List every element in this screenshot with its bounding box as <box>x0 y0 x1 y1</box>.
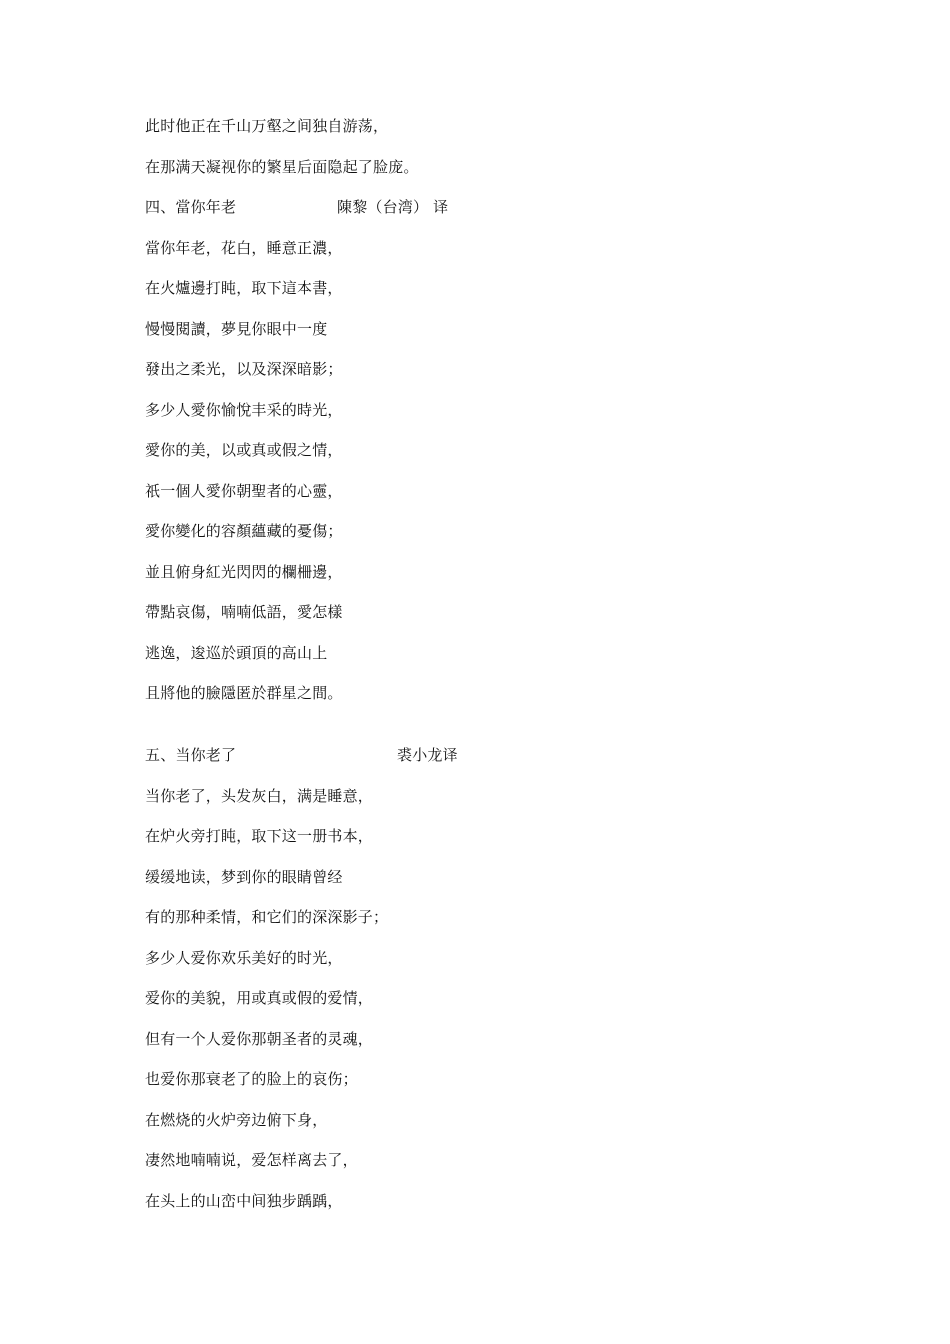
section-5-title: 五、当你老了 <box>145 746 237 764</box>
section-4-translator: 陳黎（台湾） 译 <box>337 198 449 216</box>
section-5 <box>145 735 845 1221</box>
poem-line: 也爱你那衰老了的脸上的哀伤； <box>145 1070 358 1088</box>
section-5-translator: 裘小龙译 <box>397 746 458 764</box>
poem-line: 多少人愛你愉悅丰采的時光， <box>145 400 343 419</box>
poem-line: 愛你的美，以或真或假之情， <box>145 441 343 459</box>
section-4-heading <box>145 187 845 228</box>
poem-line: 当你老了，头发灰白，满是睡意， <box>145 786 374 805</box>
poem-line: 在燃烧的火炉旁边俯下身， <box>145 1110 328 1129</box>
intro-stanza <box>145 106 845 187</box>
poem-line: 此时他正在千山万壑之间独自游荡， <box>145 117 389 135</box>
poem-line: 在头上的山峦中间独步踽踽， <box>145 1191 343 1210</box>
poem-line: 但有一个人爱你那朝圣者的灵魂， <box>145 1029 374 1048</box>
poem-line: 慢慢閱讀，夢見你眼中一度 <box>145 319 328 338</box>
poem-line: 帶點哀傷，喃喃低語，愛怎樣 <box>145 603 343 621</box>
section-5-heading <box>145 735 845 776</box>
poem-line: 愛你變化的容顏蘊藏的憂傷； <box>145 522 343 540</box>
poem-line: 多少人爱你欢乐美好的时光， <box>145 948 343 967</box>
poem-line: 凄然地喃喃说，爱怎样离去了， <box>145 1151 358 1169</box>
poem-line: 發出之柔光，以及深深暗影； <box>145 360 343 378</box>
poem-line: 並且俯身紅光閃閃的欄柵邊， <box>145 562 343 581</box>
poem-line: 在炉火旁打盹，取下这一册书本， <box>145 827 374 845</box>
poem-line: 爱你的美貌，用或真或假的爱情， <box>145 989 374 1007</box>
poem-line: 在火爐邊打盹，取下這本書， <box>145 279 343 297</box>
poem-line: 缓缓地读，梦到你的眼睛曾经 <box>145 867 343 886</box>
poem-line: 當你年老，花白，睡意正濃， <box>145 238 343 257</box>
section-4 <box>145 187 845 714</box>
poem-line: 逃逸，逡巡於頭頂的高山上 <box>145 643 328 662</box>
poem-line: 有的那种柔情，和它们的深深影子； <box>145 908 389 926</box>
poem-line: 在那满天凝视你的繁星后面隐起了脸庞。 <box>145 157 419 176</box>
poem-line: 祇一個人愛你朝聖者的心靈， <box>145 481 343 500</box>
section-4-title: 四、當你年老 <box>145 198 237 216</box>
poem-line: 且將他的臉隱匿於群星之間。 <box>145 684 343 702</box>
